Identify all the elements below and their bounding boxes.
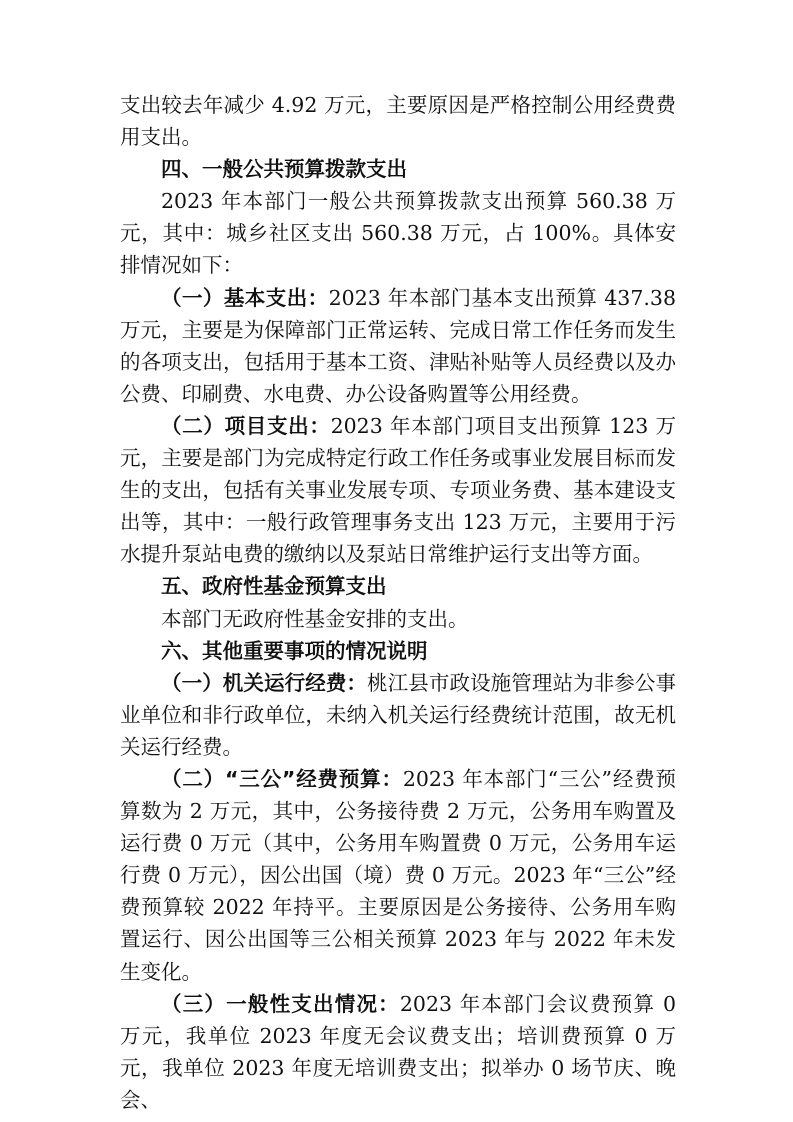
paragraph-basic-expenditure (120, 282, 676, 410)
basic-expenditure-text: 2023 年本部门基本支出预算 437.38 万元，主要是为保障部门正常运转、完成日常工作任务而发生的各项支出，包括用于基本工资、津贴补贴等人员经费以及办公费、印刷费、水电费、办公设备购置等公用经费。 (120, 285, 676, 406)
paragraph-project-expenditure (120, 410, 676, 570)
paragraph-government-fund: 本部门无政府性基金安排的支出。 (161, 606, 469, 631)
project-expenditure-lead: （二）项目支出： (161, 413, 331, 438)
paragraph-previous-continuation: 支出较去年减少 4.92 万元，主要原因是严格控制公用经费费用支出。 (120, 93, 676, 150)
three-public-budget-text: 2023 年本部门“三公”经费预算数为 2 万元，其中，公务接待费 2 万元，公务用车购置及运行费 0 万元（其中，公务用车购置费 0 万元，公务用车运行费 0 万元），因公出国（境）费 0 万元。2023 年“三公”经费预算较 2022 年持平。主要原因是公务接待、公务用车购置运行、因公出国等三公相关预算 2023 年与 2022 年未发生变化。 (120, 766, 676, 984)
general-expenditure-text: 2023 年本部门会议费预算 0 万元，我单位 2023 年度无会议费支出；培训费预算 0 万元，我单位 2023 年度无培训费支出；拟举办 0 场节庆、晚会、 (120, 991, 676, 1112)
document-body (120, 89, 676, 1116)
three-public-budget-lead: （二）“三公”经费预算： (161, 766, 403, 791)
project-expenditure-text: 2023 年本部门项目支出预算 123 万元，主要是部门为完成特定行政工作任务或事业发展目标而发生的支出，包括有关事业发展专项、专项业务费、基本建设支出等，其中：一般行政管理事务支出 123 万元，主要用于污水提升泵站电费的缴纳以及泵站日常维护运行支出等方面。 (120, 413, 676, 567)
paragraph-general-budget-total: 2023 年本部门一般公共预算拨款支出预算 560.38 万元，其中：城乡社区支出 560.38 万元，占 100%。具体安排情况如下： (120, 189, 676, 278)
organ-operating-cost-text: 桃江县市政设施管理站为非参公事业单位和非行政单位，未纳入机关运行经费统计范围，故无机关运行经费。 (120, 670, 677, 759)
basic-expenditure-lead: （一）基本支出： (161, 285, 329, 310)
section-heading-government-fund: 五、政府性基金预算支出 (161, 574, 387, 599)
section-heading-other-matters: 六、其他重要事项的情况说明 (161, 638, 428, 663)
paragraph-general-expenditure (120, 988, 676, 1116)
section-heading-general-budget: 四、一般公共预算拨款支出 (161, 157, 407, 182)
general-expenditure-lead: （三）一般性支出情况： (161, 991, 400, 1016)
paragraph-three-public-budget (120, 763, 676, 988)
paragraph-organ-operating-cost (120, 667, 676, 763)
organ-operating-cost-lead: （一）机关运行经费： (161, 670, 368, 695)
